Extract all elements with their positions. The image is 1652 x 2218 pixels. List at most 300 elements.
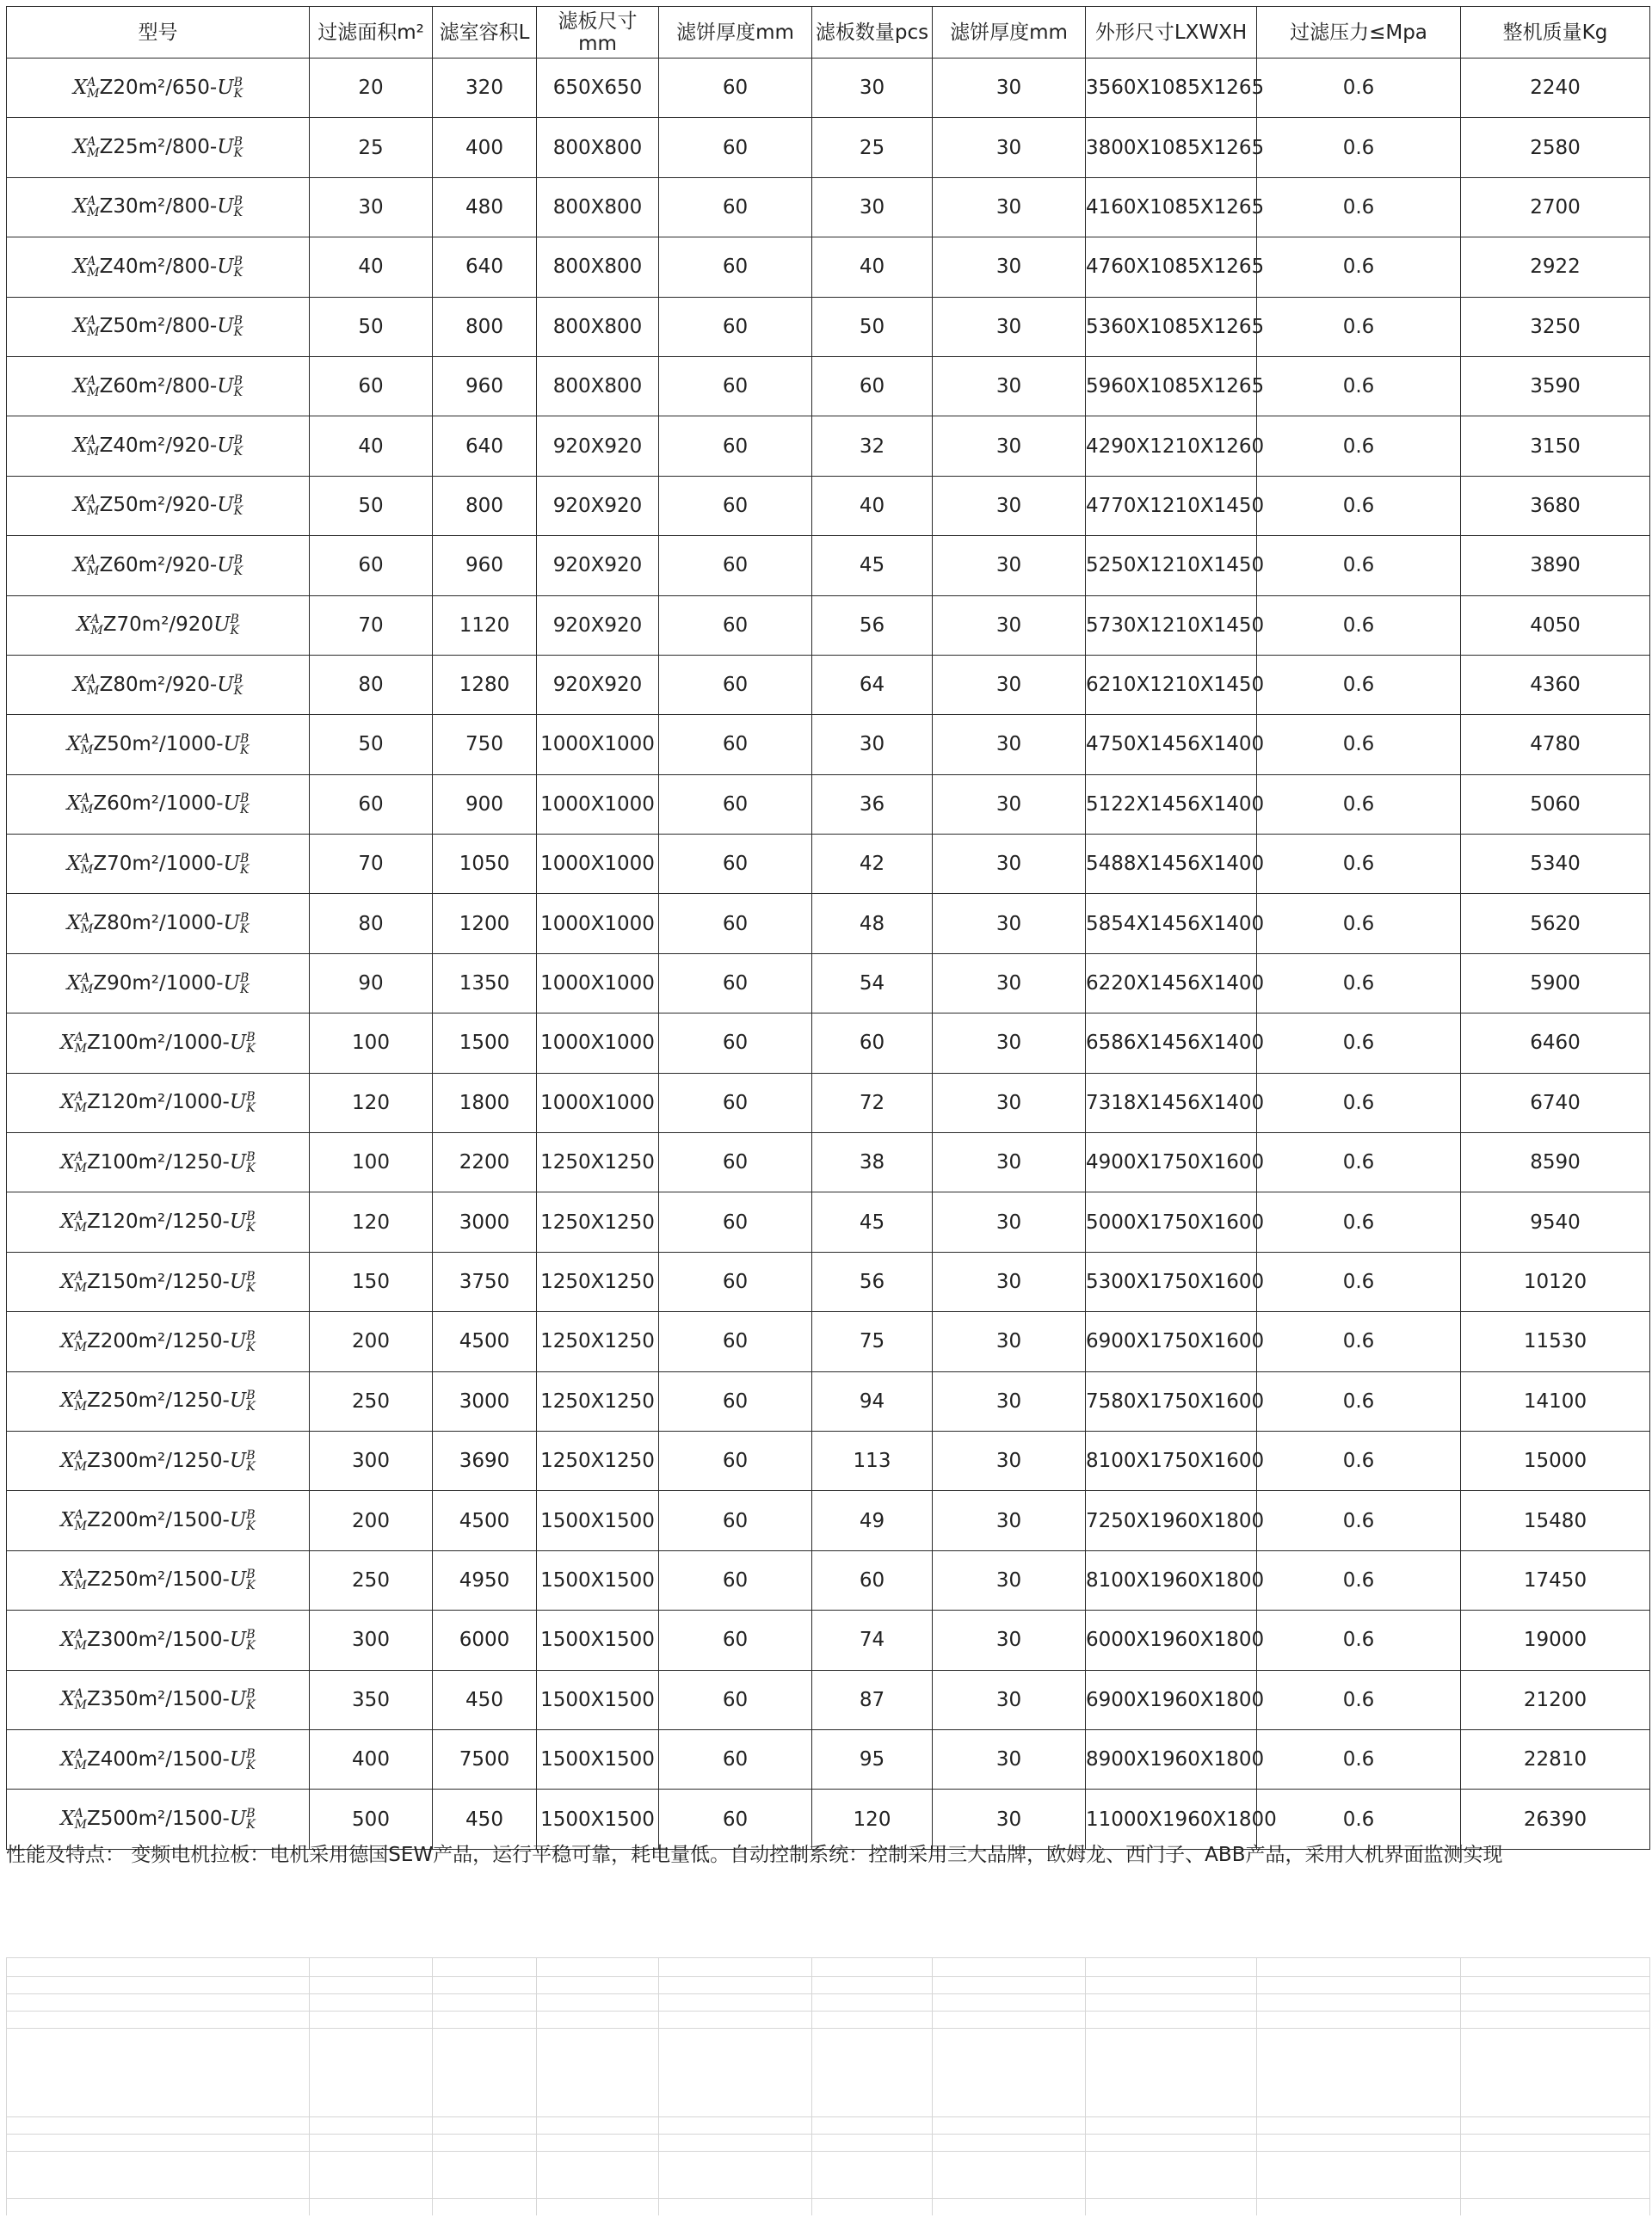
cell-area[interactable]: 40 bbox=[310, 416, 433, 476]
cell-mass[interactable]: 2922 bbox=[1461, 237, 1650, 297]
cell-cake-thickness-2[interactable]: 30 bbox=[933, 297, 1086, 356]
cell-dimensions[interactable]: 6586X1456X1400 bbox=[1086, 1014, 1257, 1073]
cell-model[interactable] bbox=[7, 1133, 310, 1192]
cell-dimensions[interactable]: 5122X1456X1400 bbox=[1086, 774, 1257, 834]
header-dimensions[interactable]: 外形尺寸LXWXH bbox=[1086, 7, 1257, 59]
cell-cake-thickness[interactable]: 60 bbox=[659, 1371, 812, 1431]
cell-volume[interactable]: 960 bbox=[433, 356, 537, 416]
cell-pressure[interactable]: 0.6 bbox=[1257, 1550, 1461, 1610]
cell-pressure[interactable]: 0.6 bbox=[1257, 536, 1461, 595]
cell-plate-count[interactable]: 113 bbox=[812, 1431, 933, 1490]
header-mass[interactable]: 整机质量Kg bbox=[1461, 7, 1650, 59]
cell-plate-count[interactable]: 95 bbox=[812, 1729, 933, 1789]
cell-cake-thickness[interactable]: 60 bbox=[659, 1192, 812, 1252]
cell-mass[interactable]: 2240 bbox=[1461, 59, 1650, 118]
cell-cake-thickness-2[interactable]: 30 bbox=[933, 1790, 1086, 1849]
cell-model[interactable] bbox=[7, 595, 310, 655]
cell-plate-size[interactable]: 1250X1250 bbox=[537, 1252, 659, 1311]
cell-dimensions[interactable]: 5300X1750X1600 bbox=[1086, 1252, 1257, 1311]
cell-model[interactable] bbox=[7, 1252, 310, 1311]
cell-dimensions[interactable]: 4900X1750X1600 bbox=[1086, 1133, 1257, 1192]
cell-model[interactable] bbox=[7, 476, 310, 535]
cell-area[interactable]: 500 bbox=[310, 1790, 433, 1849]
cell-plate-size[interactable]: 920X920 bbox=[537, 655, 659, 714]
cell-cake-thickness-2[interactable]: 30 bbox=[933, 715, 1086, 774]
cell-cake-thickness[interactable]: 60 bbox=[659, 59, 812, 118]
cell-area[interactable]: 250 bbox=[310, 1550, 433, 1610]
cell-mass[interactable]: 14100 bbox=[1461, 1371, 1650, 1431]
cell-plate-count[interactable]: 94 bbox=[812, 1371, 933, 1431]
cell-plate-size[interactable]: 1250X1250 bbox=[537, 1371, 659, 1431]
cell-cake-thickness[interactable]: 60 bbox=[659, 356, 812, 416]
cell-cake-thickness-2[interactable]: 30 bbox=[933, 655, 1086, 714]
cell-pressure[interactable]: 0.6 bbox=[1257, 595, 1461, 655]
cell-cake-thickness-2[interactable]: 30 bbox=[933, 1312, 1086, 1371]
cell-cake-thickness[interactable]: 60 bbox=[659, 835, 812, 894]
cell-pressure[interactable]: 0.6 bbox=[1257, 118, 1461, 177]
cell-pressure[interactable]: 0.6 bbox=[1257, 1431, 1461, 1490]
cell-mass[interactable]: 8590 bbox=[1461, 1133, 1650, 1192]
cell-dimensions[interactable]: 3800X1085X1265 bbox=[1086, 118, 1257, 177]
cell-model[interactable] bbox=[7, 1790, 310, 1849]
cell-plate-size[interactable]: 1000X1000 bbox=[537, 1073, 659, 1132]
cell-dimensions[interactable]: 5250X1210X1450 bbox=[1086, 536, 1257, 595]
cell-pressure[interactable]: 0.6 bbox=[1257, 297, 1461, 356]
cell-cake-thickness-2[interactable]: 30 bbox=[933, 1014, 1086, 1073]
cell-cake-thickness[interactable]: 60 bbox=[659, 1550, 812, 1610]
cell-plate-count[interactable]: 60 bbox=[812, 1550, 933, 1610]
cell-area[interactable]: 200 bbox=[310, 1312, 433, 1371]
cell-area[interactable]: 150 bbox=[310, 1252, 433, 1311]
cell-area[interactable]: 25 bbox=[310, 118, 433, 177]
cell-dimensions[interactable]: 4760X1085X1265 bbox=[1086, 237, 1257, 297]
cell-plate-count[interactable]: 120 bbox=[812, 1790, 933, 1849]
cell-pressure[interactable]: 0.6 bbox=[1257, 715, 1461, 774]
cell-volume[interactable]: 4500 bbox=[433, 1491, 537, 1550]
cell-cake-thickness-2[interactable]: 30 bbox=[933, 416, 1086, 476]
cell-cake-thickness[interactable]: 60 bbox=[659, 1252, 812, 1311]
cell-plate-count[interactable]: 60 bbox=[812, 356, 933, 416]
cell-volume[interactable]: 450 bbox=[433, 1790, 537, 1849]
cell-pressure[interactable]: 0.6 bbox=[1257, 1371, 1461, 1431]
cell-mass[interactable]: 4780 bbox=[1461, 715, 1650, 774]
cell-model[interactable] bbox=[7, 1491, 310, 1550]
cell-cake-thickness-2[interactable]: 30 bbox=[933, 1073, 1086, 1132]
cell-plate-size[interactable]: 1000X1000 bbox=[537, 835, 659, 894]
cell-mass[interactable]: 6460 bbox=[1461, 1014, 1650, 1073]
cell-pressure[interactable]: 0.6 bbox=[1257, 177, 1461, 237]
cell-volume[interactable]: 640 bbox=[433, 237, 537, 297]
cell-dimensions[interactable]: 4770X1210X1450 bbox=[1086, 476, 1257, 535]
cell-plate-count[interactable]: 54 bbox=[812, 953, 933, 1013]
cell-cake-thickness[interactable]: 60 bbox=[659, 1312, 812, 1371]
header-plate-size[interactable]: 滤板尺寸mm bbox=[537, 7, 659, 59]
cell-volume[interactable]: 1200 bbox=[433, 894, 537, 953]
cell-dimensions[interactable]: 4290X1210X1260 bbox=[1086, 416, 1257, 476]
cell-pressure[interactable]: 0.6 bbox=[1257, 356, 1461, 416]
cell-plate-count[interactable]: 25 bbox=[812, 118, 933, 177]
cell-pressure[interactable]: 0.6 bbox=[1257, 1133, 1461, 1192]
cell-area[interactable]: 60 bbox=[310, 536, 433, 595]
cell-plate-size[interactable]: 920X920 bbox=[537, 476, 659, 535]
features-note[interactable]: 性能及特点： 变频电机拉板：电机采用德国SEW产品，运行平稳可靠，耗电量低。自动控制系统：控制采用三大品牌，欧姆龙、西门子、ABB产品，采用人机界面监测实现 bbox=[6, 1844, 1503, 1866]
cell-cake-thickness[interactable]: 60 bbox=[659, 1073, 812, 1132]
cell-plate-count[interactable]: 30 bbox=[812, 177, 933, 237]
cell-cake-thickness-2[interactable]: 30 bbox=[933, 1252, 1086, 1311]
cell-cake-thickness-2[interactable]: 30 bbox=[933, 237, 1086, 297]
cell-pressure[interactable]: 0.6 bbox=[1257, 1729, 1461, 1789]
cell-cake-thickness[interactable]: 60 bbox=[659, 237, 812, 297]
cell-plate-count[interactable]: 87 bbox=[812, 1670, 933, 1729]
cell-mass[interactable]: 2700 bbox=[1461, 177, 1650, 237]
cell-plate-size[interactable]: 1500X1500 bbox=[537, 1729, 659, 1789]
cell-dimensions[interactable]: 11000X1960X1800 bbox=[1086, 1790, 1257, 1849]
cell-dimensions[interactable]: 6210X1210X1450 bbox=[1086, 655, 1257, 714]
cell-plate-size[interactable]: 920X920 bbox=[537, 536, 659, 595]
cell-dimensions[interactable]: 8900X1960X1800 bbox=[1086, 1729, 1257, 1789]
cell-plate-size[interactable]: 920X920 bbox=[537, 595, 659, 655]
cell-cake-thickness-2[interactable]: 30 bbox=[933, 1371, 1086, 1431]
cell-mass[interactable]: 22810 bbox=[1461, 1729, 1650, 1789]
cell-plate-size[interactable]: 800X800 bbox=[537, 118, 659, 177]
cell-area[interactable]: 50 bbox=[310, 297, 433, 356]
cell-cake-thickness-2[interactable]: 30 bbox=[933, 356, 1086, 416]
cell-cake-thickness[interactable]: 60 bbox=[659, 1133, 812, 1192]
cell-model[interactable] bbox=[7, 1192, 310, 1252]
cell-cake-thickness-2[interactable]: 30 bbox=[933, 595, 1086, 655]
cell-volume[interactable]: 750 bbox=[433, 715, 537, 774]
cell-plate-size[interactable]: 1250X1250 bbox=[537, 1133, 659, 1192]
cell-model[interactable] bbox=[7, 715, 310, 774]
cell-mass[interactable]: 5620 bbox=[1461, 894, 1650, 953]
header-cake-thickness-2[interactable]: 滤饼厚度mm bbox=[933, 7, 1086, 59]
cell-mass[interactable]: 3590 bbox=[1461, 356, 1650, 416]
cell-volume[interactable]: 4500 bbox=[433, 1312, 537, 1371]
cell-volume[interactable]: 900 bbox=[433, 774, 537, 834]
cell-pressure[interactable]: 0.6 bbox=[1257, 894, 1461, 953]
cell-mass[interactable]: 3150 bbox=[1461, 416, 1650, 476]
cell-cake-thickness-2[interactable]: 30 bbox=[933, 476, 1086, 535]
cell-model[interactable] bbox=[7, 416, 310, 476]
cell-area[interactable]: 60 bbox=[310, 356, 433, 416]
cell-plate-count[interactable]: 50 bbox=[812, 297, 933, 356]
cell-plate-size[interactable]: 1000X1000 bbox=[537, 715, 659, 774]
cell-volume[interactable]: 1500 bbox=[433, 1014, 537, 1073]
cell-pressure[interactable]: 0.6 bbox=[1257, 1670, 1461, 1729]
cell-volume[interactable]: 450 bbox=[433, 1670, 537, 1729]
cell-pressure[interactable]: 0.6 bbox=[1257, 655, 1461, 714]
cell-plate-size[interactable]: 1500X1500 bbox=[537, 1670, 659, 1729]
cell-area[interactable]: 70 bbox=[310, 595, 433, 655]
cell-area[interactable]: 100 bbox=[310, 1014, 433, 1073]
cell-area[interactable]: 250 bbox=[310, 1371, 433, 1431]
cell-plate-count[interactable]: 40 bbox=[812, 237, 933, 297]
cell-plate-size[interactable]: 800X800 bbox=[537, 356, 659, 416]
cell-plate-size[interactable]: 650X650 bbox=[537, 59, 659, 118]
cell-cake-thickness-2[interactable]: 30 bbox=[933, 835, 1086, 894]
cell-cake-thickness-2[interactable]: 30 bbox=[933, 894, 1086, 953]
cell-model[interactable] bbox=[7, 237, 310, 297]
cell-volume[interactable]: 960 bbox=[433, 536, 537, 595]
cell-mass[interactable]: 21200 bbox=[1461, 1670, 1650, 1729]
cell-plate-count[interactable]: 42 bbox=[812, 835, 933, 894]
cell-volume[interactable]: 1120 bbox=[433, 595, 537, 655]
cell-area[interactable]: 70 bbox=[310, 835, 433, 894]
cell-dimensions[interactable]: 5730X1210X1450 bbox=[1086, 595, 1257, 655]
cell-plate-count[interactable]: 40 bbox=[812, 476, 933, 535]
cell-volume[interactable]: 1280 bbox=[433, 655, 537, 714]
cell-dimensions[interactable]: 5854X1456X1400 bbox=[1086, 894, 1257, 953]
cell-area[interactable]: 200 bbox=[310, 1491, 433, 1550]
cell-pressure[interactable]: 0.6 bbox=[1257, 1611, 1461, 1670]
cell-area[interactable]: 100 bbox=[310, 1133, 433, 1192]
cell-cake-thickness-2[interactable]: 30 bbox=[933, 774, 1086, 834]
cell-dimensions[interactable]: 8100X1960X1800 bbox=[1086, 1550, 1257, 1610]
cell-mass[interactable]: 19000 bbox=[1461, 1611, 1650, 1670]
header-plate-count[interactable]: 滤板数量pcs bbox=[812, 7, 933, 59]
cell-model[interactable] bbox=[7, 953, 310, 1013]
cell-cake-thickness-2[interactable]: 30 bbox=[933, 1192, 1086, 1252]
cell-volume[interactable]: 400 bbox=[433, 118, 537, 177]
cell-dimensions[interactable]: 6220X1456X1400 bbox=[1086, 953, 1257, 1013]
cell-plate-count[interactable]: 56 bbox=[812, 1252, 933, 1311]
cell-area[interactable]: 50 bbox=[310, 715, 433, 774]
cell-area[interactable]: 400 bbox=[310, 1729, 433, 1789]
cell-area[interactable]: 50 bbox=[310, 476, 433, 535]
cell-plate-count[interactable]: 32 bbox=[812, 416, 933, 476]
cell-pressure[interactable]: 0.6 bbox=[1257, 835, 1461, 894]
cell-cake-thickness[interactable]: 60 bbox=[659, 894, 812, 953]
cell-plate-count[interactable]: 30 bbox=[812, 715, 933, 774]
cell-dimensions[interactable]: 7250X1960X1800 bbox=[1086, 1491, 1257, 1550]
cell-plate-count[interactable]: 45 bbox=[812, 536, 933, 595]
cell-volume[interactable]: 4950 bbox=[433, 1550, 537, 1610]
header-pressure[interactable]: 过滤压力≤Mpa bbox=[1257, 7, 1461, 59]
cell-plate-count[interactable]: 75 bbox=[812, 1312, 933, 1371]
cell-plate-size[interactable]: 1500X1500 bbox=[537, 1491, 659, 1550]
cell-area[interactable]: 350 bbox=[310, 1670, 433, 1729]
cell-model[interactable] bbox=[7, 1073, 310, 1132]
cell-cake-thickness[interactable]: 60 bbox=[659, 536, 812, 595]
cell-plate-size[interactable]: 1000X1000 bbox=[537, 953, 659, 1013]
cell-pressure[interactable]: 0.6 bbox=[1257, 1014, 1461, 1073]
cell-plate-count[interactable]: 49 bbox=[812, 1491, 933, 1550]
cell-mass[interactable]: 5900 bbox=[1461, 953, 1650, 1013]
cell-dimensions[interactable]: 7580X1750X1600 bbox=[1086, 1371, 1257, 1431]
cell-cake-thickness[interactable]: 60 bbox=[659, 1014, 812, 1073]
cell-cake-thickness-2[interactable]: 30 bbox=[933, 953, 1086, 1013]
cell-volume[interactable]: 7500 bbox=[433, 1729, 537, 1789]
cell-model[interactable] bbox=[7, 177, 310, 237]
cell-cake-thickness[interactable]: 60 bbox=[659, 118, 812, 177]
cell-cake-thickness[interactable]: 60 bbox=[659, 595, 812, 655]
cell-volume[interactable]: 6000 bbox=[433, 1611, 537, 1670]
header-area[interactable]: 过滤面积m² bbox=[310, 7, 433, 59]
cell-mass[interactable]: 26390 bbox=[1461, 1790, 1650, 1849]
cell-area[interactable]: 300 bbox=[310, 1431, 433, 1490]
cell-plate-size[interactable]: 1250X1250 bbox=[537, 1192, 659, 1252]
cell-dimensions[interactable]: 3560X1085X1265 bbox=[1086, 59, 1257, 118]
cell-mass[interactable]: 17450 bbox=[1461, 1550, 1650, 1610]
cell-pressure[interactable]: 0.6 bbox=[1257, 1312, 1461, 1371]
cell-plate-count[interactable]: 30 bbox=[812, 59, 933, 118]
header-cake-thickness[interactable]: 滤饼厚度mm bbox=[659, 7, 812, 59]
cell-mass[interactable]: 5060 bbox=[1461, 774, 1650, 834]
cell-volume[interactable]: 3000 bbox=[433, 1371, 537, 1431]
cell-plate-size[interactable]: 800X800 bbox=[537, 177, 659, 237]
cell-pressure[interactable]: 0.6 bbox=[1257, 1790, 1461, 1849]
cell-pressure[interactable]: 0.6 bbox=[1257, 1192, 1461, 1252]
cell-pressure[interactable]: 0.6 bbox=[1257, 237, 1461, 297]
cell-cake-thickness-2[interactable]: 30 bbox=[933, 1550, 1086, 1610]
cell-cake-thickness-2[interactable]: 30 bbox=[933, 59, 1086, 118]
cell-plate-size[interactable]: 1000X1000 bbox=[537, 1014, 659, 1073]
cell-volume[interactable]: 3750 bbox=[433, 1252, 537, 1311]
cell-model[interactable] bbox=[7, 1550, 310, 1610]
cell-cake-thickness[interactable]: 60 bbox=[659, 1431, 812, 1490]
cell-mass[interactable]: 6740 bbox=[1461, 1073, 1650, 1132]
cell-model[interactable] bbox=[7, 118, 310, 177]
cell-dimensions[interactable]: 5960X1085X1265 bbox=[1086, 356, 1257, 416]
cell-plate-count[interactable]: 56 bbox=[812, 595, 933, 655]
cell-plate-size[interactable]: 920X920 bbox=[537, 416, 659, 476]
cell-dimensions[interactable]: 5360X1085X1265 bbox=[1086, 297, 1257, 356]
cell-dimensions[interactable]: 6000X1960X1800 bbox=[1086, 1611, 1257, 1670]
cell-cake-thickness[interactable]: 60 bbox=[659, 774, 812, 834]
cell-mass[interactable]: 5340 bbox=[1461, 835, 1650, 894]
cell-cake-thickness[interactable]: 60 bbox=[659, 1611, 812, 1670]
cell-plate-size[interactable]: 1500X1500 bbox=[537, 1611, 659, 1670]
cell-mass[interactable]: 11530 bbox=[1461, 1312, 1650, 1371]
cell-cake-thickness[interactable]: 60 bbox=[659, 1790, 812, 1849]
cell-cake-thickness-2[interactable]: 30 bbox=[933, 1611, 1086, 1670]
cell-plate-count[interactable]: 60 bbox=[812, 1014, 933, 1073]
cell-volume[interactable]: 3690 bbox=[433, 1431, 537, 1490]
cell-pressure[interactable]: 0.6 bbox=[1257, 1073, 1461, 1132]
cell-dimensions[interactable]: 8100X1750X1600 bbox=[1086, 1431, 1257, 1490]
cell-area[interactable]: 120 bbox=[310, 1073, 433, 1132]
cell-cake-thickness[interactable]: 60 bbox=[659, 476, 812, 535]
cell-plate-size[interactable]: 1000X1000 bbox=[537, 894, 659, 953]
cell-plate-size[interactable]: 1500X1500 bbox=[537, 1550, 659, 1610]
cell-volume[interactable]: 1800 bbox=[433, 1073, 537, 1132]
cell-dimensions[interactable]: 5488X1456X1400 bbox=[1086, 835, 1257, 894]
cell-volume[interactable]: 1050 bbox=[433, 835, 537, 894]
cell-model[interactable] bbox=[7, 894, 310, 953]
cell-volume[interactable]: 1350 bbox=[433, 953, 537, 1013]
cell-model[interactable] bbox=[7, 1014, 310, 1073]
cell-cake-thickness[interactable]: 60 bbox=[659, 1729, 812, 1789]
cell-model[interactable] bbox=[7, 1611, 310, 1670]
cell-mass[interactable]: 2580 bbox=[1461, 118, 1650, 177]
cell-cake-thickness-2[interactable]: 30 bbox=[933, 536, 1086, 595]
cell-cake-thickness[interactable]: 60 bbox=[659, 416, 812, 476]
cell-mass[interactable]: 9540 bbox=[1461, 1192, 1650, 1252]
cell-plate-size[interactable]: 1250X1250 bbox=[537, 1312, 659, 1371]
cell-plate-size[interactable]: 1000X1000 bbox=[537, 774, 659, 834]
cell-pressure[interactable]: 0.6 bbox=[1257, 476, 1461, 535]
cell-plate-size[interactable]: 800X800 bbox=[537, 297, 659, 356]
header-volume[interactable]: 滤室容积L bbox=[433, 7, 537, 59]
header-model[interactable]: 型号 bbox=[7, 7, 310, 59]
cell-cake-thickness[interactable]: 60 bbox=[659, 715, 812, 774]
cell-dimensions[interactable]: 4160X1085X1265 bbox=[1086, 177, 1257, 237]
cell-volume[interactable]: 640 bbox=[433, 416, 537, 476]
cell-mass[interactable]: 4360 bbox=[1461, 655, 1650, 714]
cell-dimensions[interactable]: 6900X1960X1800 bbox=[1086, 1670, 1257, 1729]
cell-cake-thickness-2[interactable]: 30 bbox=[933, 1491, 1086, 1550]
cell-mass[interactable]: 3680 bbox=[1461, 476, 1650, 535]
cell-mass[interactable]: 15000 bbox=[1461, 1431, 1650, 1490]
cell-plate-count[interactable]: 45 bbox=[812, 1192, 933, 1252]
cell-plate-count[interactable]: 48 bbox=[812, 894, 933, 953]
cell-cake-thickness-2[interactable]: 30 bbox=[933, 118, 1086, 177]
cell-cake-thickness[interactable]: 60 bbox=[659, 953, 812, 1013]
cell-plate-count[interactable]: 74 bbox=[812, 1611, 933, 1670]
cell-cake-thickness[interactable]: 60 bbox=[659, 1670, 812, 1729]
cell-volume[interactable]: 320 bbox=[433, 59, 537, 118]
cell-volume[interactable]: 2200 bbox=[433, 1133, 537, 1192]
cell-cake-thickness-2[interactable]: 30 bbox=[933, 1431, 1086, 1490]
cell-volume[interactable]: 800 bbox=[433, 476, 537, 535]
cell-model[interactable] bbox=[7, 655, 310, 714]
cell-model[interactable] bbox=[7, 356, 310, 416]
cell-model[interactable] bbox=[7, 59, 310, 118]
cell-pressure[interactable]: 0.6 bbox=[1257, 1252, 1461, 1311]
cell-dimensions[interactable]: 4750X1456X1400 bbox=[1086, 715, 1257, 774]
cell-mass[interactable]: 3890 bbox=[1461, 536, 1650, 595]
cell-cake-thickness-2[interactable]: 30 bbox=[933, 1729, 1086, 1789]
cell-plate-size[interactable]: 1250X1250 bbox=[537, 1431, 659, 1490]
cell-area[interactable]: 300 bbox=[310, 1611, 433, 1670]
cell-area[interactable]: 80 bbox=[310, 655, 433, 714]
cell-pressure[interactable]: 0.6 bbox=[1257, 953, 1461, 1013]
cell-model[interactable] bbox=[7, 774, 310, 834]
cell-pressure[interactable]: 0.6 bbox=[1257, 416, 1461, 476]
cell-pressure[interactable]: 0.6 bbox=[1257, 774, 1461, 834]
cell-model[interactable] bbox=[7, 835, 310, 894]
cell-plate-size[interactable]: 1500X1500 bbox=[537, 1790, 659, 1849]
cell-mass[interactable]: 4050 bbox=[1461, 595, 1650, 655]
cell-model[interactable] bbox=[7, 1312, 310, 1371]
cell-model[interactable] bbox=[7, 536, 310, 595]
cell-model[interactable] bbox=[7, 297, 310, 356]
cell-area[interactable]: 90 bbox=[310, 953, 433, 1013]
cell-mass[interactable]: 15480 bbox=[1461, 1491, 1650, 1550]
cell-cake-thickness[interactable]: 60 bbox=[659, 297, 812, 356]
cell-plate-count[interactable]: 36 bbox=[812, 774, 933, 834]
cell-area[interactable]: 40 bbox=[310, 237, 433, 297]
cell-volume[interactable]: 3000 bbox=[433, 1192, 537, 1252]
cell-plate-count[interactable]: 64 bbox=[812, 655, 933, 714]
cell-model[interactable] bbox=[7, 1371, 310, 1431]
cell-dimensions[interactable]: 5000X1750X1600 bbox=[1086, 1192, 1257, 1252]
cell-area[interactable]: 60 bbox=[310, 774, 433, 834]
cell-area[interactable]: 120 bbox=[310, 1192, 433, 1252]
cell-plate-count[interactable]: 72 bbox=[812, 1073, 933, 1132]
cell-pressure[interactable]: 0.6 bbox=[1257, 59, 1461, 118]
cell-volume[interactable]: 480 bbox=[433, 177, 537, 237]
cell-mass[interactable]: 10120 bbox=[1461, 1252, 1650, 1311]
cell-mass[interactable]: 3250 bbox=[1461, 297, 1650, 356]
cell-volume[interactable]: 800 bbox=[433, 297, 537, 356]
cell-model[interactable] bbox=[7, 1670, 310, 1729]
cell-cake-thickness[interactable]: 60 bbox=[659, 177, 812, 237]
cell-area[interactable]: 30 bbox=[310, 177, 433, 237]
cell-model[interactable] bbox=[7, 1729, 310, 1789]
cell-cake-thickness-2[interactable]: 30 bbox=[933, 177, 1086, 237]
cell-area[interactable]: 80 bbox=[310, 894, 433, 953]
